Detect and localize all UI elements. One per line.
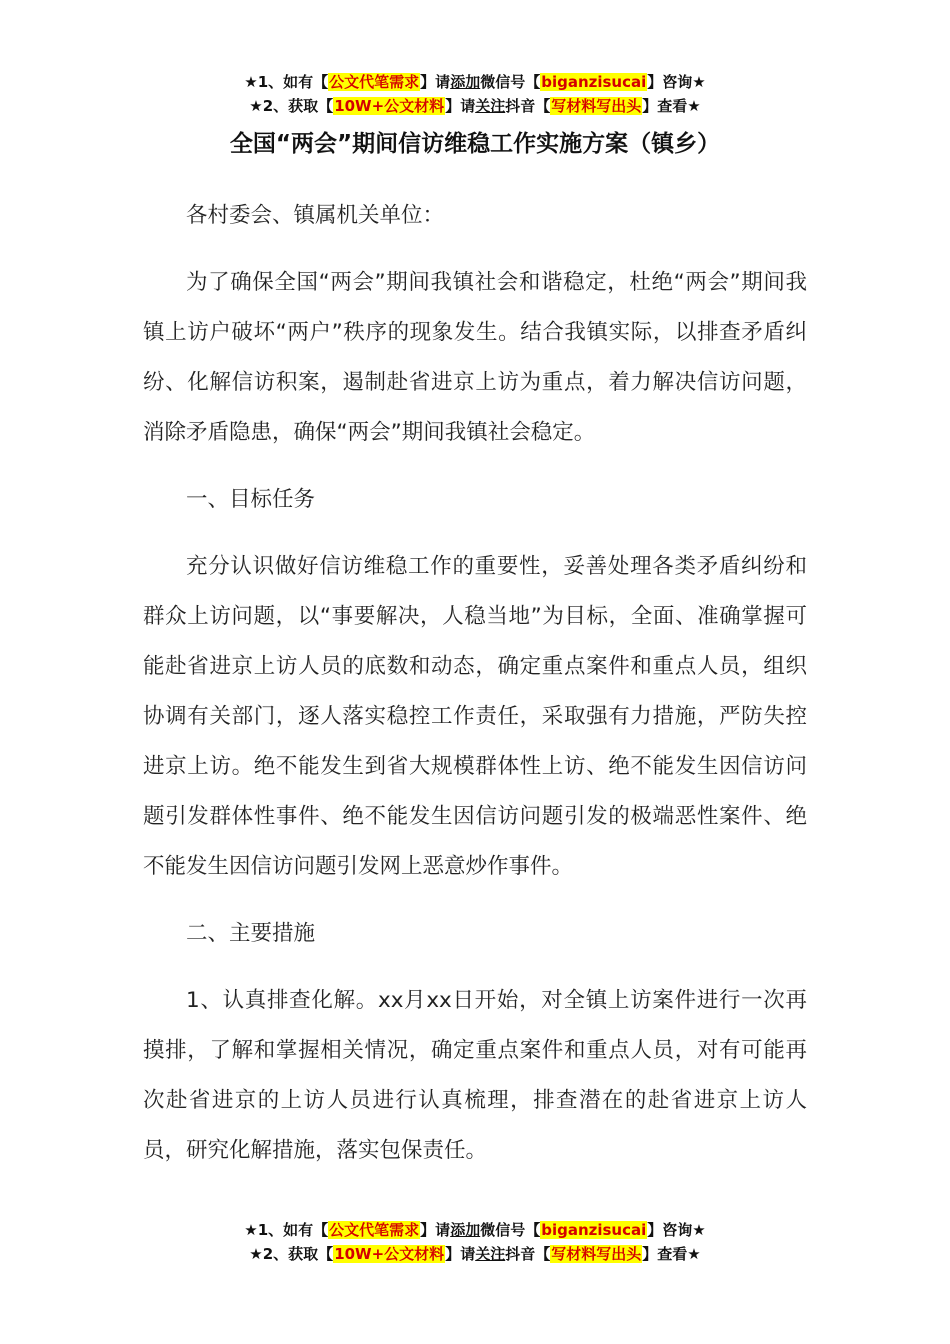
banner-text: 】请	[420, 73, 451, 91]
banner-highlight: 10W+公文材料	[334, 1245, 445, 1263]
banner-text: 】请	[445, 1245, 476, 1263]
bottom-banner	[0, 1218, 950, 1266]
banner-text: ★2、获取【	[249, 97, 334, 115]
banner-highlight: 写材料写出头	[551, 97, 642, 115]
banner-text: ★2、获取【	[249, 1245, 334, 1263]
banner-text: 】咨询★	[647, 73, 706, 91]
banner-highlight: 写材料写出头	[551, 1245, 642, 1263]
banner-text: 】查看★	[642, 97, 701, 115]
banner-line-1	[0, 1218, 950, 1242]
banner-text: 微信号【	[480, 73, 541, 91]
banner-text: ★1、如有【	[244, 73, 329, 91]
banner-text: 】查看★	[642, 1245, 701, 1263]
section-heading-2: 二、主要措施	[186, 921, 316, 946]
banner-text: 】咨询★	[647, 1221, 706, 1239]
banner-emphasis: 添加	[450, 1221, 481, 1239]
banner-line-1	[0, 70, 950, 94]
top-banner	[0, 70, 950, 118]
banner-highlight: 公文代笔需求	[329, 1221, 420, 1239]
banner-highlight: biganzisucai	[541, 1221, 647, 1239]
banner-text: 抖音【	[505, 1245, 551, 1263]
salutation: 各村委会、镇属机关单位：	[186, 203, 445, 228]
banner-emphasis: 关注	[475, 1245, 506, 1263]
measure-paragraph-1: 1、认真排查化解。xx月xx日开始，对全镇上访案件进行一次再摸排，了解和掌握相关情况，确定重点案件和重点人员，对有可能再次赴省进京的上访人员进行认真梳理，排查潜在的赴省进京上访人员，研究化解措施，落实包保责任。	[143, 988, 807, 1163]
document-body	[143, 191, 807, 1193]
banner-text: 】请	[420, 1221, 451, 1239]
banner-line-2	[0, 94, 950, 118]
goals-paragraph: 充分认识做好信访维稳工作的重要性，妥善处理各类矛盾纠纷和群众上访问题，以“事要解决，人稳当地”为目标，全面、准确掌握可能赴省进京上访人员的底数和动态，确定重点案件和重点人员，组织协调有关部门，逐人落实稳控工作责任，采取强有力措施，严防失控进京上访。绝不能发生到省大规模群体性上访、绝不能发生因信访问题引发群体性事件、绝不能发生因信访问题引发的极端恶性案件、绝不能发生因信访问题引发网上恶意炒作事件。	[143, 554, 807, 879]
banner-highlight: 公文代笔需求	[329, 73, 420, 91]
intro-paragraph: 为了确保全国“两会”期间我镇社会和谐稳定，杜绝“两会”期间我镇上访户破坏“两户”秩序的现象发生。结合我镇实际，以排查矛盾纠纷、化解信访积案，遏制赴省进京上访为重点，着力解决信访问题，消除矛盾隐患，确保“两会”期间我镇社会稳定。	[143, 270, 807, 445]
banner-line-2	[0, 1242, 950, 1266]
banner-text: 抖音【	[505, 97, 551, 115]
banner-text: 微信号【	[480, 1221, 541, 1239]
document-title: 全国“两会”期间信访维稳工作实施方案（镇乡）	[229, 131, 721, 157]
section-heading-1: 一、目标任务	[186, 487, 316, 512]
banner-highlight: biganzisucai	[541, 73, 647, 91]
banner-highlight: 10W+公文材料	[334, 97, 445, 115]
banner-emphasis: 关注	[475, 97, 506, 115]
banner-text: ★1、如有【	[244, 1221, 329, 1239]
banner-emphasis: 添加	[450, 73, 481, 91]
banner-text: 】请	[445, 97, 476, 115]
